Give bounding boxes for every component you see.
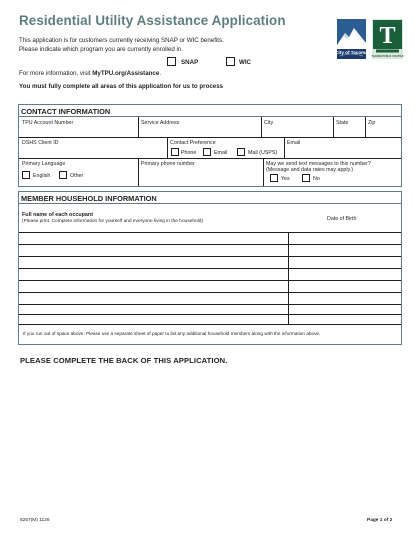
pref-phone-checkbox[interactable] [171, 148, 179, 156]
lang-other-label: Other [70, 173, 84, 179]
divider [167, 137, 168, 158]
tacoma-public-utilities-logo [372, 19, 403, 59]
table-row [19, 280, 401, 281]
full-name-note: (Please print. Complete information for yourself and everyone living in the household) [22, 219, 204, 224]
intro-line-2: Please indicate which program you are currently enrolled in. [19, 45, 184, 53]
state-label: State [336, 120, 349, 126]
dshs-client-id-label: DSHS Client ID [22, 140, 59, 146]
contact-title-rule [19, 116, 401, 117]
lang-english-checkbox[interactable] [22, 171, 30, 179]
page-title: Residential Utility Assistance Application [19, 13, 286, 28]
more-info-prefix: For more information, visit [19, 70, 93, 77]
text-message-question: May we send text messages to this number? [266, 161, 371, 167]
tpu-logo-text: TACOMA PUBLIC UTILITIES [371, 55, 404, 58]
pref-mail-label: Mail (USPS) [248, 150, 278, 156]
snap-checkbox[interactable] [167, 57, 176, 66]
more-info-suffix: . [159, 70, 162, 77]
table-row [19, 292, 401, 293]
table-row [19, 232, 401, 233]
tacoma-logo-text: City of Tacoma [335, 50, 368, 55]
text-no-checkbox[interactable] [302, 174, 310, 182]
lang-other-checkbox[interactable] [59, 171, 67, 179]
contact-preference-label: Contact Preference [170, 140, 216, 146]
lang-english-label: English [33, 173, 51, 179]
service-address-label: Service Address [141, 120, 180, 126]
table-row [19, 314, 401, 315]
city-label: City [264, 120, 274, 126]
contact-information-section [18, 104, 402, 187]
tpu-account-label: TPU Account Number [22, 120, 74, 126]
table-row [19, 256, 401, 257]
primary-language-label: Primary Language [22, 161, 66, 167]
wic-label: WIC [239, 59, 252, 66]
divider [284, 137, 285, 158]
assistance-link[interactable]: MyTPU.org/Assistance [92, 70, 160, 77]
must-complete-notice: You must fully complete all areas of this application for us to process [19, 83, 224, 90]
intro-line-1: This application is for customers currently receiving SNAP or WIC benefits. [19, 37, 224, 44]
table-row [19, 244, 401, 245]
pref-email-label: Email [214, 150, 228, 156]
text-no-label: No [313, 176, 320, 182]
pref-email-checkbox[interactable] [203, 148, 211, 156]
form-code: 5257(M) 1126 [20, 518, 50, 523]
text-yes-label: Yes [281, 176, 290, 182]
pref-phone-label: Phone [181, 150, 197, 156]
divider [261, 117, 262, 137]
primary-phone-label: Primary phone number [141, 161, 195, 167]
row-divider [19, 137, 401, 138]
household-title-rule [19, 203, 401, 204]
divider [365, 117, 366, 137]
full-name-header: Full name of each occupant [22, 212, 93, 218]
household-section-title: MEMBER HOUSEHOLD INFORMATION [21, 194, 157, 203]
household-information-section [18, 191, 402, 345]
email-label: Email [287, 140, 301, 146]
divider [138, 117, 139, 137]
divider [263, 158, 264, 186]
pref-mail-checkbox[interactable] [237, 148, 245, 156]
page-number: Page 1 of 2 [367, 518, 393, 523]
table-row [19, 268, 401, 269]
contact-section-title: CONTACT INFORMATION [21, 107, 111, 116]
city-of-tacoma-logo [337, 19, 366, 59]
tpu-logo-letter: T [379, 23, 396, 49]
row-divider [19, 158, 401, 159]
household-footer-note: If you run out of space above: Please use a separate sheet of paper to list any additional household members along with the information above. [23, 331, 321, 336]
zip-label: Zip [368, 120, 376, 126]
snap-label: SNAP [181, 59, 199, 66]
text-message-note: (Message and data rates may apply.) [266, 167, 354, 173]
table-row [19, 324, 401, 325]
column-divider [288, 232, 289, 324]
table-row [19, 304, 401, 305]
complete-back-notice: PLEASE COMPLETE THE BACK OF THIS APPLICATION. [20, 356, 228, 365]
more-info-text [19, 70, 161, 77]
wic-checkbox[interactable] [226, 57, 235, 66]
date-of-birth-header: Date of Birth [327, 216, 357, 222]
divider [333, 117, 334, 137]
intro-text [19, 37, 224, 54]
divider [138, 158, 139, 186]
text-yes-checkbox[interactable] [270, 174, 278, 182]
